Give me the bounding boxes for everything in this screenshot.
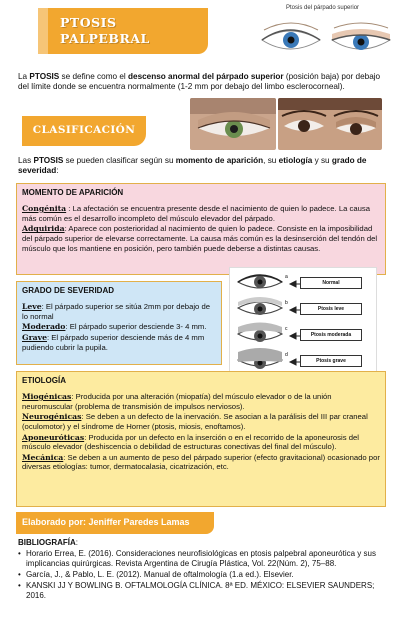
diagram-label-moderada: Ptosis moderada — [300, 329, 362, 341]
bibliografia-title: BIBLIOGRAFÍA — [18, 538, 76, 547]
clasificacion-banner — [22, 116, 146, 146]
severidad-item-leve: Leve: El párpado superior se sitúa 2mm por debajo de lo normal — [22, 302, 211, 321]
etiologia-item-miogenicas: Miogénicas: Producida por una alteración (miopatía) del músculo elevador o de la unión neuromuscular (problema de transmisión de impulsos nerviosos). — [22, 392, 332, 411]
diagram-label-leve: Ptosis leve — [300, 303, 362, 315]
etiologia-box — [16, 371, 386, 507]
grado-severidad-box — [16, 281, 222, 365]
intro-paragraph: La PTOSIS se define como el descenso anormal del párpado superior (posición baja) por debajo del límite donde se encuentra normalmente (1-2 mm por debajo del limbo esclerocorneal). — [18, 72, 381, 92]
clasificacion-heading: CLASIFICACIÓN — [32, 124, 136, 137]
title-banner — [38, 8, 208, 54]
author-label: Elaborado por: Jeniffer Paredes Lamas — [22, 517, 190, 528]
etiologia-item-mecanica: Mecánica: Se deben a un aumento de peso del párpado superior (efecto gravitacional) ocasionado por diversas etiologías: tumor, dermatocalasia, cicatrización, etc. — [22, 452, 380, 472]
ptotic-eye-icon — [332, 23, 390, 50]
grado-severidad-title: GRADO DE SEVERIDAD — [22, 286, 115, 295]
diagram-letter-c: c — [285, 326, 288, 332]
patient-photo-left — [190, 98, 276, 150]
momento-item-congenita: Congénita : La afectación se encuentra presente desde el nacimiento de quien lo padece. La causa más común es el desarrollo incompleto del músculo elevador del párpado. — [22, 204, 371, 223]
diagram-eye-leve — [238, 297, 282, 315]
severidad-item-grave: Grave: El párpado superior desciende más de 4 mm pudiendo cubrir la pupila. — [22, 332, 205, 352]
severidad-item-moderado: Moderado: El párpado superior desciende 3- 4 mm. — [22, 322, 207, 332]
diagram-label-normal: Normal — [300, 277, 362, 289]
clasificacion-paragraph: Las PTOSIS se pueden clasificar según su momento de aparición, su etiología y su grado de severidad: — [18, 156, 367, 176]
etiologia-item-aponeuroticas: Aponeuróticas: Producida por un defecto en la inserción o en el recorrido de la aponeurosis del músculo elevador (deshiscencia o debilidad de estructuras conectivas del final del músculo). — [22, 432, 359, 452]
diagram-eye-grave — [238, 348, 282, 369]
bibliografia-item: • Horario Errea, E. (2016). Consideraciones neurofisiológicas en ptosis palpebral aponeurótica y sus implicancias quirúrgicas. Revista Argentina de Cirugía Plástica, Vol. 22(Núm. 2), 75–88. — [18, 549, 386, 569]
diagram-label-grave: Ptosis grave — [300, 355, 362, 367]
diagram-letter-d: d — [285, 352, 288, 358]
momento-item-adquirida: Adquirida: Aparece con posterioridad al nacimiento de quien lo padece. Consiste en la imposibilidad del párpado superior de elevarse correctamente. La causa más común es la desinserción del tendón del músculo que los mantiene en posición, pero también puede deberse a distintas causas. — [22, 224, 378, 253]
diagram-letter-a: a — [285, 274, 288, 280]
diagram-eye-normal — [238, 275, 282, 288]
page-title: PTOSIS PALPEBRAL — [60, 15, 150, 46]
bibliografia-item: • KANSKI JJ Y BOWLING B. OFTALMOLOGÍA CLÍNICA. 8ª ED. MÉXICO: ELSEVIER SAUNDERS; 2016. — [18, 581, 386, 601]
author-banner — [16, 512, 214, 534]
normal-eye-icon — [262, 23, 320, 49]
ptosis-eyes-illustration — [258, 18, 394, 60]
etiologia-title: ETIOLOGÍA — [22, 376, 66, 385]
momento-aparicion-title: MOMENTO DE APARICIÓN — [22, 188, 124, 197]
diagram-arrows — [290, 281, 302, 365]
patient-photo-right — [278, 98, 382, 150]
diagram-eye-moderada — [238, 323, 282, 343]
eyes-caption: Ptosis del párpado superior — [286, 5, 360, 11]
bibliografia-section: BIBLIOGRAFÍA: • Horario Errea, E. (2016). Consideraciones neurofisiológicas en ptosis palpebral aponeurótica y sus implicancias quirúrgicas. Revista Argentina de Cirugía Plástica, Vol. 22(Núm. 2), 75–88. • García, J., & Pablo, L. E. (2012). Manual de oftalmología (1.a ed.). Elsevier. • KANSKI JJ Y BOWLING B. OFTALMOLOGÍA CLÍNICA. 8ª ED. MÉXICO: ELSEVIER SAUNDERS; 2016. — [18, 538, 386, 601]
bibliografia-item: • García, J., & Pablo, L. E. (2012). Manual de oftalmología (1.a ed.). Elsevier. — [18, 570, 386, 580]
diagram-letter-b: b — [285, 300, 288, 306]
etiologia-item-neurogenicas: Neurogénicas: Se deben a un defecto de la inervación. Se asocian a la parálisis del III par craneal (oculomotor) y el síndrome de Horner (ptosis, miosis, enoftamos). — [22, 412, 368, 431]
momento-aparicion-box — [16, 183, 386, 275]
